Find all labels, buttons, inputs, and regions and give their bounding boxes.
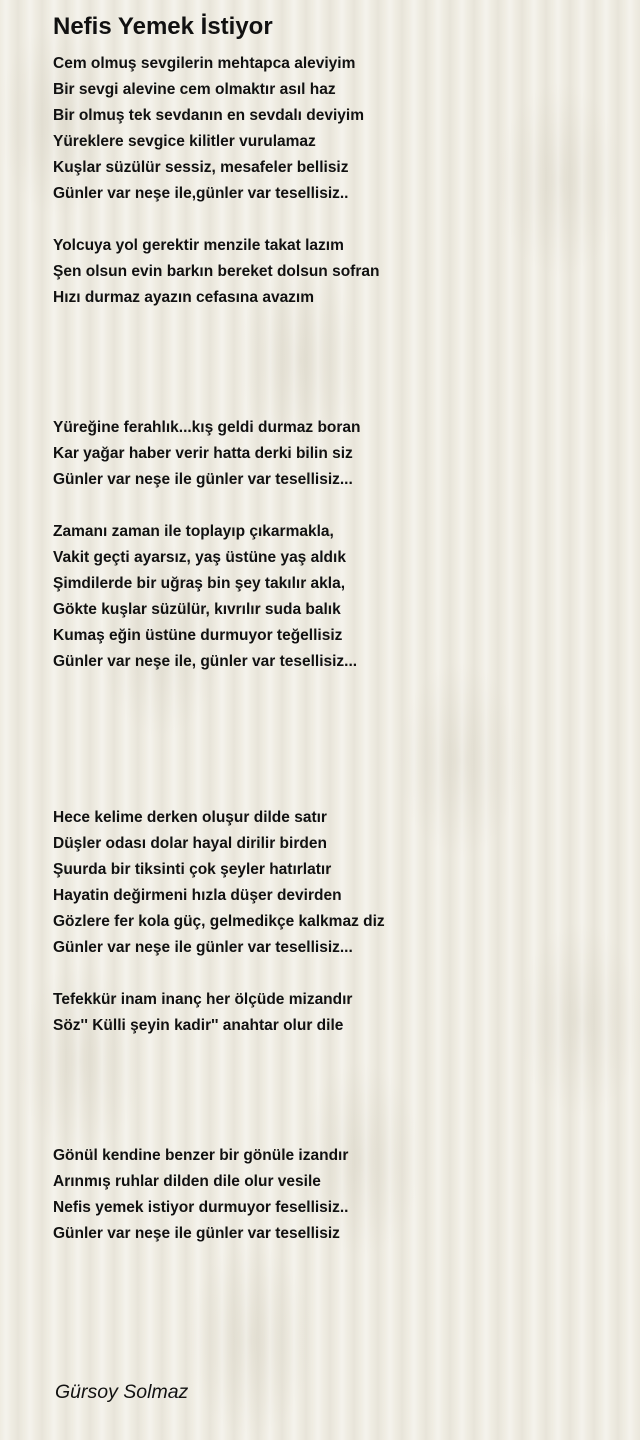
stanza-break — [53, 753, 613, 779]
stanza-break — [53, 1091, 613, 1117]
poem-line: Cem olmuş sevgilerin mehtapca aleviyim — [53, 55, 356, 72]
poem-line: Şen olsun evin barkın bereket dolsun sofran — [53, 263, 380, 280]
poem-line: Günler var neşe ile günler var tesellisiz... — [53, 471, 353, 488]
stanza-break — [53, 779, 613, 805]
poem-line: Günler var neşe ile, günler var tesellisiz... — [53, 653, 358, 670]
stanza-break — [53, 337, 613, 363]
poem-line: Tefekkür inam inanç her ölçüde mizandır — [53, 991, 353, 1008]
poem-line: Hayatin değirmeni hızla düşer devirden — [53, 887, 342, 904]
poem-line: Yolcuya yol gerektir menzile takat lazım — [53, 237, 344, 254]
poem-line: Kumaş eğin üstüne durmuyor teğellisiz — [53, 627, 343, 644]
poem-line: Bir olmuş tek sevdanın en sevdalı deviyim — [53, 107, 364, 124]
poem-line: Hızı durmaz ayazın cefasına avazım — [53, 289, 315, 306]
poem-line: Günler var neşe ile günler var tesellisiz... — [53, 939, 353, 956]
poem-line: Arınmış ruhlar dilden dile olur vesile — [53, 1173, 321, 1190]
poem-line: Vakit geçti ayarsız, yaş üstüne yaş aldık — [53, 549, 346, 566]
poem-line: Günler var neşe ile,günler var tesellisiz.. — [53, 185, 349, 202]
poem-line: Gönül kendine benzer bir gönüle izandır — [53, 1147, 349, 1164]
stanza-break — [53, 363, 613, 389]
stanza-break — [53, 1039, 613, 1065]
poem-line: Bir sevgi alevine cem olmaktır asıl haz — [53, 81, 336, 98]
stanza-break — [53, 493, 613, 519]
stanza-break — [53, 1065, 613, 1091]
stanza-break — [53, 1117, 613, 1143]
stanza-break — [53, 675, 613, 701]
stanza-break — [53, 961, 613, 987]
poem-line: Kuşlar süzülür sessiz, mesafeler bellisiz — [53, 159, 349, 176]
stanza-break — [53, 727, 613, 753]
stanza-break — [53, 311, 613, 337]
poem-line: Günler var neşe ile günler var tesellisiz — [53, 1225, 340, 1242]
poem-line: Nefis yemek istiyor durmuyor fesellisiz.. — [53, 1199, 349, 1216]
poem-line: Şimdilerde bir uğraş bin şey takılır akla, — [53, 575, 346, 592]
poem-line: Gökte kuşlar süzülür, kıvrılır suda balık — [53, 601, 341, 618]
poem-line: Kar yağar haber verir hatta derki bilin siz — [53, 445, 353, 462]
poem-line: Söz'' Külli şeyin kadir'' anahtar olur dile — [53, 1017, 344, 1034]
poem-body — [53, 51, 613, 1247]
poem-line: Şuurda bir tiksinti çok şeyler hatırlatır — [53, 861, 332, 878]
poem-title: Nefis Yemek İstiyor — [53, 13, 273, 40]
stanza-break — [53, 207, 613, 233]
poem-line: Zamanı zaman ile toplayıp çıkarmakla, — [53, 523, 334, 540]
poem-line: Düşler odası dolar hayal dirilir birden — [53, 835, 327, 852]
poem-author: Gürsoy Solmaz — [55, 1381, 189, 1403]
poem-line: Yüreklere sevgice kilitler vurulamaz — [53, 133, 316, 150]
stanza-break — [53, 389, 613, 415]
poem-line: Hece kelime derken oluşur dilde satır — [53, 809, 327, 826]
stanza-break — [53, 701, 613, 727]
poem-line: Yüreğine ferahlık...kış geldi durmaz boran — [53, 419, 361, 436]
poem-line: Gözlere fer kola güç, gelmedikçe kalkmaz diz — [53, 913, 385, 930]
